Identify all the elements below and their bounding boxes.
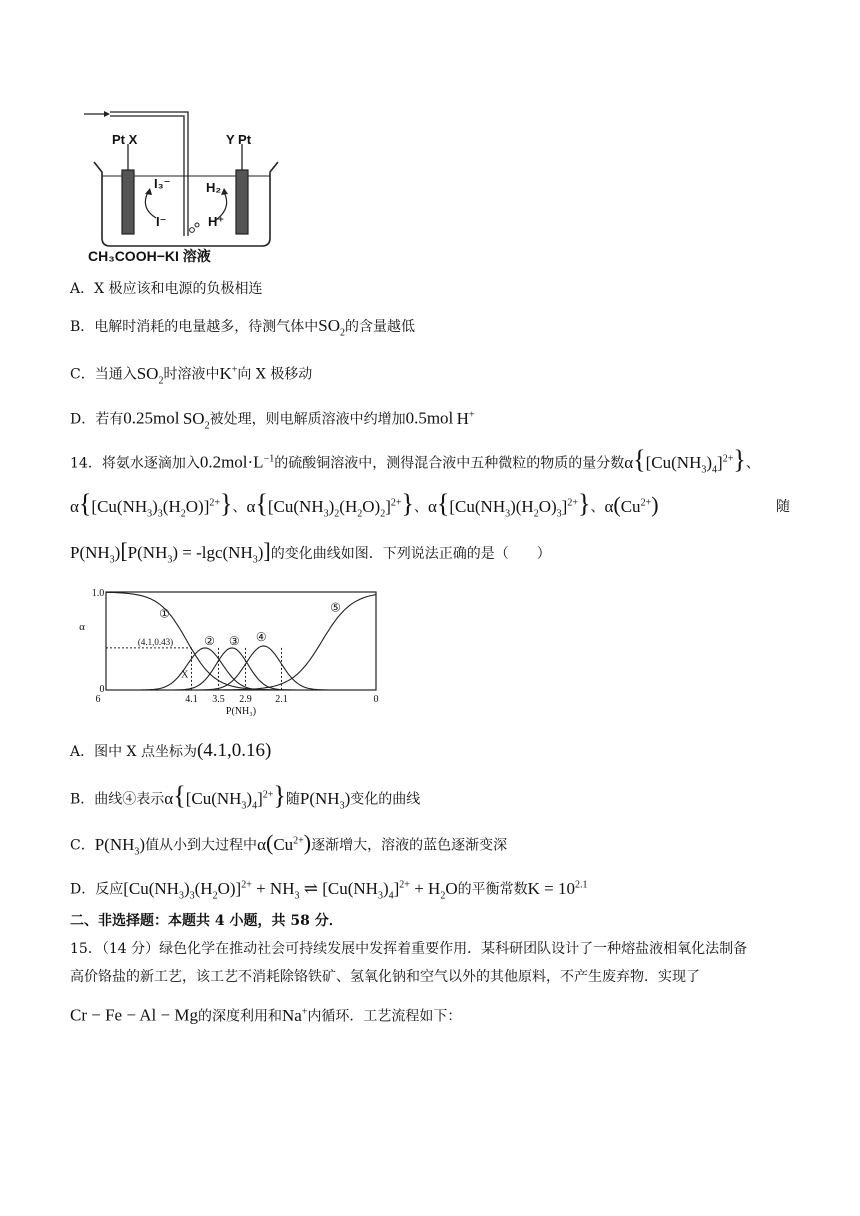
p-nh3: $P(NH_3)$ bbox=[94, 834, 146, 858]
q14-option-b-mid: 随 bbox=[285, 791, 300, 808]
k-ion-formula: K+ bbox=[219, 363, 238, 383]
q15-line3 bbox=[70, 1001, 461, 1028]
separator: 、 bbox=[413, 499, 428, 516]
x-tick-label-6: 0 bbox=[373, 694, 379, 705]
q14-with-text: 随 bbox=[776, 499, 790, 515]
so2-amount: 0.25mol bbox=[123, 408, 180, 428]
x-point-label: X bbox=[181, 669, 189, 681]
species-cu-nh3-3-h2o: $\alpha\{[Cu(NH_3)_3(H_2O)]^{2+}\}$ bbox=[70, 488, 233, 520]
na-ion-formula: Na+ bbox=[281, 1005, 308, 1025]
y-tick-label-2: 0 bbox=[99, 684, 105, 695]
separator: 、 bbox=[590, 499, 605, 516]
species-distribution-chart bbox=[70, 582, 390, 718]
q15-text-2: 高价铬盐的新工艺，该工艺不消耗除铬铁矿、氢氧化钠和空气以外的其他原料，不产生废弃物．实现了 bbox=[70, 969, 700, 985]
q13-option-c bbox=[70, 359, 312, 392]
q13-option-b-tail: 的含量越低 bbox=[345, 319, 416, 335]
series-label-1: ① bbox=[159, 606, 170, 621]
series-label-4: ④ bbox=[255, 630, 267, 645]
separator: 、 bbox=[232, 499, 247, 516]
h-ion-formula: H+ bbox=[453, 408, 475, 428]
y-tick-label-1: 1.0 bbox=[91, 588, 105, 599]
k-exponent: 2.1 bbox=[574, 879, 588, 890]
species-cu-nh3-h2o-3: $\alpha\{[Cu(NH_3)(H_2O)_3]^{2+}\}$ bbox=[427, 488, 591, 520]
y-axis-label: α bbox=[79, 621, 85, 633]
so2-formula: $SO_2$ bbox=[318, 316, 346, 339]
q13-option-d bbox=[70, 404, 475, 437]
series-label-3: ③ bbox=[228, 634, 240, 648]
concentration: 0.2mol·L bbox=[199, 452, 264, 472]
species-cu-nh3-4: $\alpha\{[Cu(NH_3)_4]^{2+}\}$ bbox=[164, 780, 286, 812]
left-ion-bottom: I⁻ bbox=[156, 214, 167, 229]
solution-label: CH₃COOH−KI 溶液 bbox=[88, 248, 211, 264]
x-point-coordinate: (4.1,0.16) bbox=[196, 740, 272, 761]
q13-option-d-text: D．若有 bbox=[70, 411, 124, 428]
q14-option-a-text: A．图中 X 点坐标为 bbox=[70, 744, 197, 760]
series-line-4 bbox=[106, 646, 376, 690]
right-electrode-label: Y Pt bbox=[226, 132, 252, 147]
element-chain-formula: Cr − Fe − Al − Mg bbox=[70, 1005, 198, 1025]
q15-text-1: 15．（14 分）绿色化学在推动社会可持续发展中发挥着重要作用．某科研团队设计了一种熔盐液相氧化法制备 bbox=[70, 941, 748, 957]
q14-stem-line1 bbox=[70, 444, 760, 481]
x-tick-label-3: 3.5 bbox=[212, 694, 225, 705]
left-electrode-label: Pt X bbox=[112, 132, 138, 147]
left-ion-top: I₃⁻ bbox=[154, 176, 171, 191]
series-line-3 bbox=[106, 648, 376, 690]
section-heading bbox=[70, 910, 343, 932]
q13-option-d-mid: 被处理，则电解质溶液中约增加 bbox=[209, 411, 406, 428]
annotation-label: (4.1,0.43) bbox=[137, 636, 174, 647]
q14-stem-text-3: 的变化曲线如图．下列说法正确的是（ ） bbox=[270, 546, 551, 562]
so2-formula: $SO_2$ bbox=[136, 363, 164, 387]
equilibrium-constant: $K = 10^{2.1}$ bbox=[527, 878, 588, 898]
x-tick-label-2: 4.1 bbox=[185, 694, 198, 705]
x-axis-label: P(NH₃) bbox=[225, 706, 257, 717]
reaction-equation: $[Cu(NH_3)_3(H_2O)]^{2+} + NH_3$ ⇌ $[Cu(NH_3)_4]^{2+} + H_2O$ bbox=[123, 878, 458, 902]
q13-option-c-mid: 时溶液中 bbox=[163, 366, 220, 383]
series-label-2: ② bbox=[204, 634, 215, 648]
q14-option-b-text: B．曲线④表示 bbox=[70, 791, 165, 808]
x-tick-label-5: 2.1 bbox=[275, 694, 288, 705]
q14-option-c-mid: 值从小到大过程中 bbox=[145, 837, 258, 854]
electrolysis-cell-figure bbox=[84, 104, 294, 264]
q14-option-b bbox=[70, 780, 421, 817]
q13-option-c-text: C．当通入 bbox=[70, 366, 137, 383]
series-label-5: ⑤ bbox=[330, 600, 341, 615]
species-cu-nh3-4: $\alpha\{[Cu(NH_3)_4]^{2+}\}$ bbox=[624, 444, 746, 476]
q14-option-c bbox=[70, 830, 507, 863]
q14-stem-text: 14．将氨水逐滴加入 bbox=[70, 455, 200, 472]
q15-line2 bbox=[70, 966, 700, 988]
x-tick-label-1: 6 bbox=[95, 694, 101, 705]
q15-line1 bbox=[70, 938, 747, 960]
p-nh3-definition: $P(NH_3)[P(NH_3) = -\lg c(NH_3)]$ bbox=[70, 538, 271, 566]
cell-diagram bbox=[84, 104, 294, 264]
q15-text-3b: 内循环．工艺流程如下： bbox=[307, 1008, 462, 1025]
q14-stem-line3 bbox=[70, 540, 551, 571]
so2-formula: $SO_2$ bbox=[179, 408, 210, 432]
q13-option-b-text: B．电解时消耗的电量越多，待测气体中 bbox=[70, 319, 319, 335]
chart-svg bbox=[70, 582, 390, 718]
species-cu2: $\alpha(Cu^{2+})$ bbox=[257, 829, 312, 855]
q14-stem-line2 bbox=[70, 488, 790, 525]
q14-stem-text-2: 的硫酸铜溶液中，测得混合液中五种微粒的物质的量分数 bbox=[274, 455, 625, 472]
q13-option-b bbox=[70, 315, 415, 344]
right-ion-top: H₂ bbox=[206, 180, 222, 195]
q14-option-c-label: C． bbox=[70, 837, 95, 854]
q14-option-d-mid: 的平衡常数 bbox=[457, 881, 528, 898]
species-cu2: $\alpha(Cu^{2+})$ bbox=[604, 491, 659, 517]
conc-unit-exponent: −1 bbox=[263, 453, 275, 464]
p-nh3: $P(NH_3)$ bbox=[299, 788, 351, 812]
q14-option-b-tail: 变化的曲线 bbox=[350, 791, 421, 808]
section-heading-text: 二、非选择题：本题共 4 小题，共 58 分． bbox=[70, 913, 343, 929]
x-tick-label-4: 2.9 bbox=[239, 694, 252, 705]
q15-text-3a: 的深度利用和 bbox=[197, 1008, 282, 1025]
species-cu-nh3-2-h2o-2: $\alpha\{[Cu(NH_3)_2(H_2O)_2]^{2+}\}$ bbox=[246, 488, 414, 520]
right-ion-bottom: H⁺ bbox=[208, 214, 225, 229]
h-amount: 0.5mol bbox=[405, 408, 454, 428]
q14-option-d-label: D．反应 bbox=[70, 881, 124, 898]
q14-option-c-tail: 逐渐增大，溶液的蓝色逐渐变深 bbox=[311, 837, 508, 854]
q14-option-d bbox=[70, 874, 587, 907]
q13-option-a bbox=[70, 278, 263, 300]
q13-option-c-tail: 向 X 极移动 bbox=[237, 366, 313, 383]
q13-option-a-text: A．X 极应该和电源的负极相连 bbox=[70, 281, 263, 297]
q14-option-a bbox=[70, 740, 271, 763]
separator: 、 bbox=[745, 455, 760, 472]
